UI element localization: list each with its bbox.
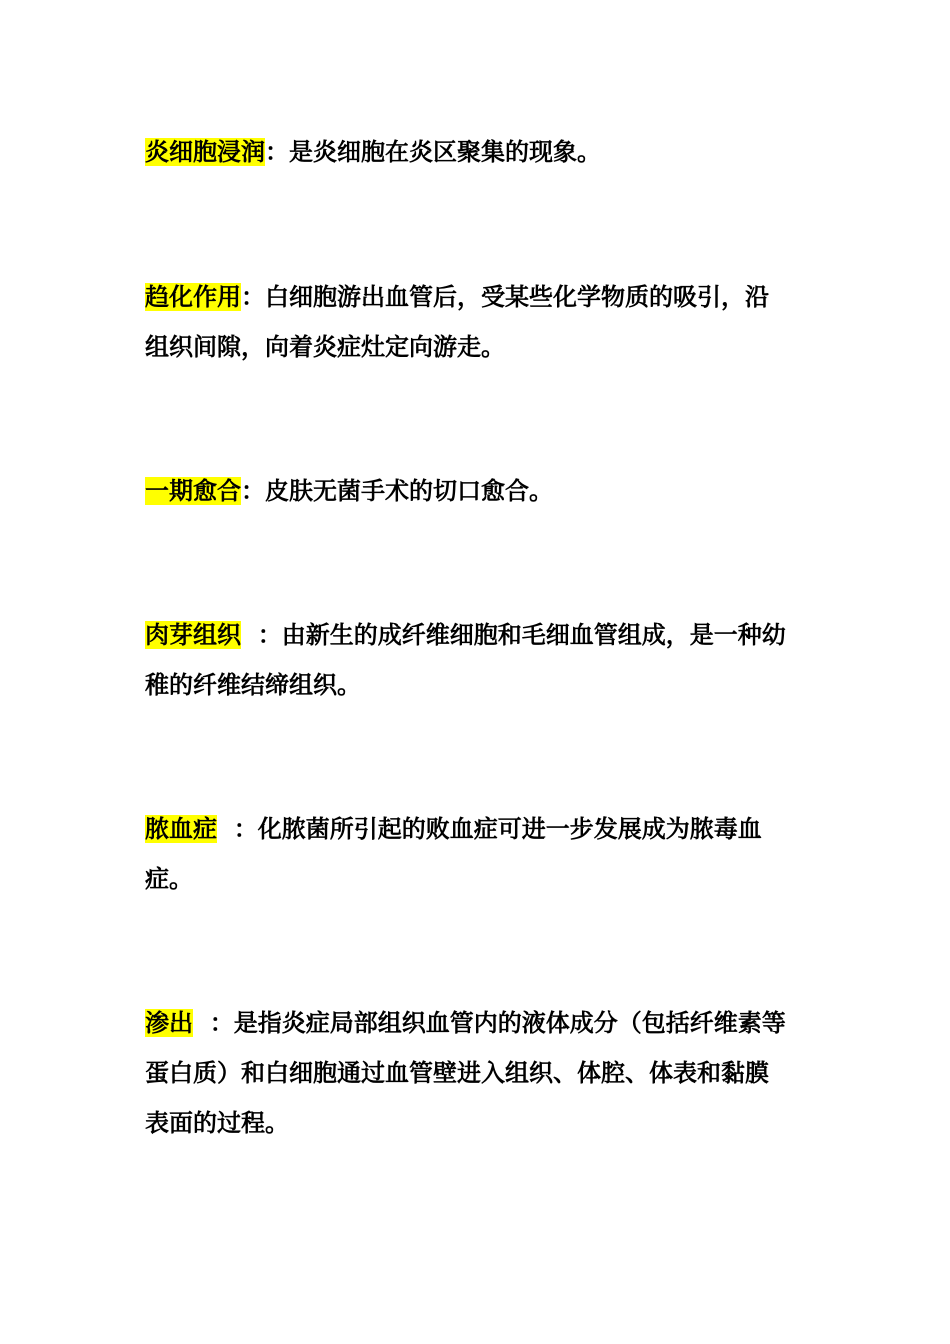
term-separator: ： (241, 283, 265, 311)
term-separator: ： (241, 477, 265, 505)
definition-entry-chemotaxis (145, 272, 790, 372)
term-highlight: 一期愈合 (145, 477, 241, 505)
term-highlight: 肉芽组织 (145, 621, 241, 649)
term-separator: ： (217, 815, 258, 843)
term-highlight: 脓血症 (145, 815, 217, 843)
term-highlight: 渗出 (145, 1009, 193, 1037)
definition-text: 化脓菌所引起的败血症可进一步发展成为脓毒血症。 (145, 815, 762, 893)
term-separator: ： (241, 621, 282, 649)
definition-text: 白细胞游出血管后，受某些化学物质的吸引，沿组织间隙，向着炎症灶定向游走。 (145, 283, 769, 361)
definition-text: 是炎细胞在炎区聚集的现象。 (289, 138, 601, 166)
definition-entry-inflammatory-cell-infiltration (145, 127, 790, 177)
term-highlight: 炎细胞浸润 (145, 138, 265, 166)
definition-entry-primary-healing (145, 466, 790, 516)
definition-entry-pyemia (145, 804, 790, 904)
definition-entry-exudation (145, 998, 790, 1148)
term-separator: ： (193, 1009, 234, 1037)
definition-text: 皮肤无菌手术的切口愈合。 (265, 477, 553, 505)
definition-text: 是指炎症局部组织血管内的液体成分（包括纤维素等蛋白质）和白细胞通过血管壁进入组织、体腔、体表和黏膜表面的过程。 (145, 1009, 786, 1137)
definition-text: 由新生的成纤维细胞和毛细血管组成，是一种幼稚的纤维结缔组织。 (145, 621, 786, 699)
term-separator: ： (265, 138, 289, 166)
definition-entry-granulation-tissue (145, 610, 790, 710)
term-highlight: 趋化作用 (145, 283, 241, 311)
